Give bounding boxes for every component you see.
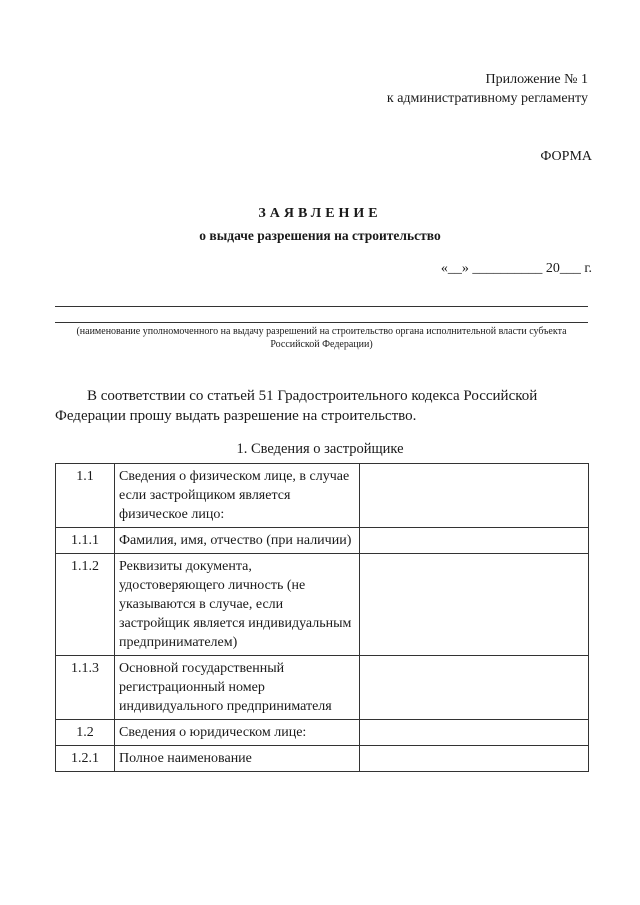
row-value-cell[interactable] xyxy=(360,528,589,554)
appendix-reference xyxy=(387,70,588,108)
authority-fill-line-1 xyxy=(55,306,588,307)
authority-caption: (наименование уполномоченного на выдачу разрешений на строительство органа исполнительной власти субъекта Российской Федерации) xyxy=(76,326,567,350)
date-line: «__» __________ 20___ г. xyxy=(440,261,592,276)
table-row xyxy=(56,554,589,656)
developer-info-table xyxy=(55,463,589,772)
row-value-cell[interactable] xyxy=(360,464,589,528)
row-value-cell[interactable] xyxy=(360,720,589,746)
document-subtitle: о выдаче разрешения на строительство xyxy=(199,228,441,243)
appendix-regulation: к административному регламенту xyxy=(386,91,588,106)
table-row xyxy=(56,746,589,772)
document-title: ЗАЯВЛЕНИЕ xyxy=(258,206,382,221)
row-value-cell[interactable] xyxy=(360,656,589,720)
authority-fill-line-2 xyxy=(55,322,588,323)
row-label: Фамилия, имя, отчество (при наличии) xyxy=(115,528,360,554)
row-number: 1.1.2 xyxy=(56,554,115,656)
form-label: ФОРМА xyxy=(540,149,592,164)
row-number: 1.2.1 xyxy=(56,746,115,772)
row-number: 1.1.3 xyxy=(56,656,115,720)
row-value-cell[interactable] xyxy=(360,746,589,772)
table-row xyxy=(56,656,589,720)
appendix-number: Приложение № 1 xyxy=(485,72,588,87)
row-number: 1.2 xyxy=(56,720,115,746)
row-label: Реквизиты документа, удостоверяющего личность (не указываются в случае, если застройщик является индивидуальным предпринимателем) xyxy=(115,554,360,656)
row-label: Основной государственный регистрационный номер индивидуального предпринимателя xyxy=(115,656,360,720)
intro-paragraph: В соответствии со статьей 51 Градостроительного кодекса Российской Федерации прошу выдать разрешение на строительство. xyxy=(55,388,538,424)
row-label: Сведения о юридическом лице: xyxy=(115,720,360,746)
row-label: Сведения о физическом лице, в случае если застройщиком является физическое лицо: xyxy=(115,464,360,528)
table-row xyxy=(56,720,589,746)
row-value-cell[interactable] xyxy=(360,554,589,656)
table-row xyxy=(56,464,589,528)
row-number: 1.1.1 xyxy=(56,528,115,554)
row-label: Полное наименование xyxy=(115,746,360,772)
section-title: 1. Сведения о застройщике xyxy=(236,441,404,457)
row-number: 1.1 xyxy=(56,464,115,528)
table-row xyxy=(56,528,589,554)
